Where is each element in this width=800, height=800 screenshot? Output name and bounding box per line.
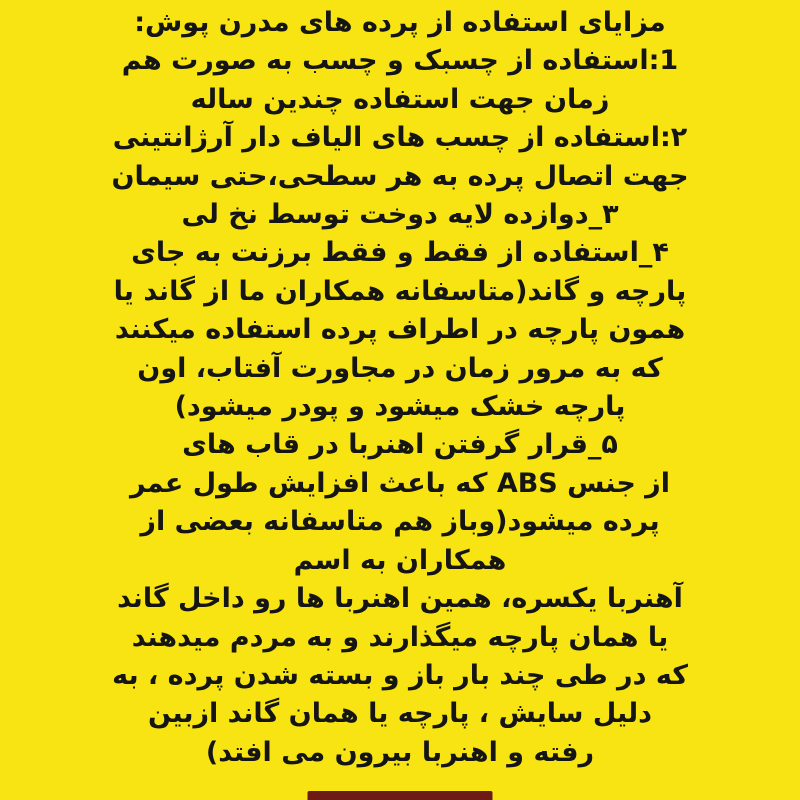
bottom-accent-bar xyxy=(308,791,493,800)
text-line-11: ۵_قرار گرفتن اهنربا در قاب های xyxy=(182,429,618,461)
text-line-4: جهت اتصال پرده به هر سطحی،حتی سیمان xyxy=(111,160,689,192)
text-line-17: که در طی چند بار باز و بسته شدن پرده ، به xyxy=(112,659,688,691)
text-line-14: همکاران به اسم xyxy=(293,544,507,576)
text-line-16: یا همان پارچه میگذارند و به مردم میدهند xyxy=(131,621,669,653)
text-line-10: پارچه خشک میشود و پودر میشود) xyxy=(174,391,626,423)
text-line-1: 1:استفاده از چسبک و چسب به صورت هم xyxy=(121,45,679,77)
text-line-12: از جنس ABS که باعث افزایش طول عمر xyxy=(130,467,670,499)
text-line-8: همون پارچه در اطراف پرده استفاده میکنند xyxy=(114,314,686,346)
text-line-3: ۲:استفاده از چسب های الیاف دار آرژانتینی xyxy=(112,122,688,154)
text-line-13: پرده میشود(وباز هم متاسفانه بعضی از xyxy=(140,506,660,538)
text-line-9: که به مرور زمان در مجاورت آفتاب، اون xyxy=(137,352,663,384)
page-title: مزایای استفاده از پرده های مدرن پوش: xyxy=(134,7,666,38)
text-line-2: زمان جهت استفاده چندین ساله xyxy=(190,83,610,115)
text-line-19: رفته و اهنربا بیرون می افتد) xyxy=(205,736,595,768)
text-line-18: دلیل سایش ، پارچه یا همان گاند ازبین xyxy=(148,698,652,730)
text-line-5: ۳_دوازده لایه دوخت توسط نخ لی xyxy=(181,199,619,231)
text-line-6: ۴_استفاده از فقط و فقط برزنت به جای xyxy=(131,237,669,269)
text-line-7: پارچه و گاند(متاسفانه همکاران ما از گاند یا xyxy=(113,275,687,307)
text-line-15: آهنربا یکسره، همین اهنربا ها رو داخل گاند xyxy=(117,583,683,615)
